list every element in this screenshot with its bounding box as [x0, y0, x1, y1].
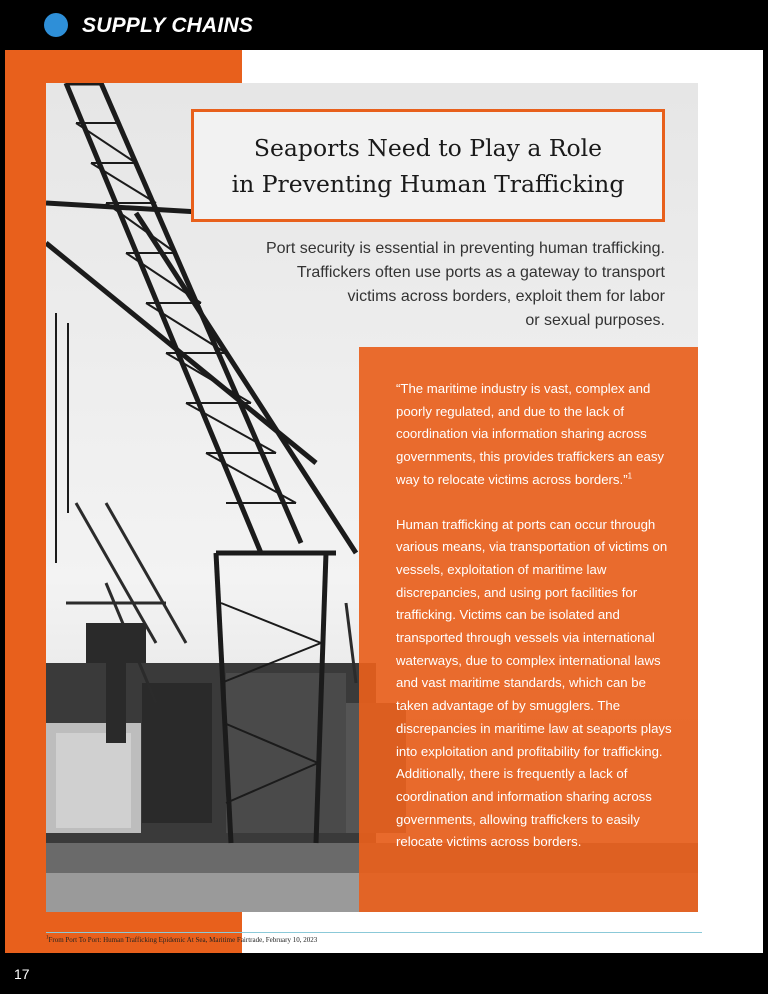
- intro-line: or sexual purposes.: [525, 312, 665, 329]
- footnote-marker: 1: [46, 935, 49, 941]
- footnote-text: From Port To Port: Human Trafficking Epidemic At Sea, Maritime Fairtrade, February 10, 2023: [48, 936, 318, 944]
- page: [5, 50, 763, 953]
- title-box: [191, 109, 665, 222]
- quote-paragraph: [396, 378, 681, 492]
- intro-line: Traffickers often use ports as a gateway to transport: [296, 264, 665, 281]
- title-line-2: in Preventing Human Trafficking: [231, 169, 625, 198]
- page-title: [232, 130, 625, 202]
- section-header: [0, 0, 768, 50]
- footnote: [46, 936, 317, 944]
- intro-line: Port security is essential in preventing human trafficking.: [265, 240, 665, 257]
- footnote-divider: [46, 932, 702, 933]
- intro-paragraph: [235, 237, 665, 333]
- section-label: SUPPLY CHAINS: [82, 14, 254, 37]
- page-number: 17: [14, 966, 30, 982]
- title-line-1: Seaports Need to Play a Role: [253, 133, 603, 162]
- intro-line: victims across borders, exploit them for labor: [347, 288, 665, 305]
- body-paragraph: Human trafficking at ports can occur through various means, via transportation of victims on vessels, exploitation of maritime law discrepancies, and using port facilities for trafficking. Victims can be isolated and transported through vessels via international waterways, due to complex international laws and vast maritime standards, which can be taken advantage of by smugglers. The discrepancies in maritime law at seaports plays into exploitation and profitability for trafficking. Additionally, there is frequently a lack of coordination and information sharing across governments, allowing traffickers to easily relocate victims across borders.: [396, 516, 672, 850]
- section-dot-icon: [44, 13, 68, 37]
- quote-footnote-marker: 1: [627, 471, 633, 481]
- callout-text: [396, 378, 681, 854]
- quote-text: “The maritime industry is vast, complex and poorly regulated, and due to the lack of coordination via information sharing across governments, this provides traffickers an easy way to relocate victims across borders.”: [396, 381, 665, 487]
